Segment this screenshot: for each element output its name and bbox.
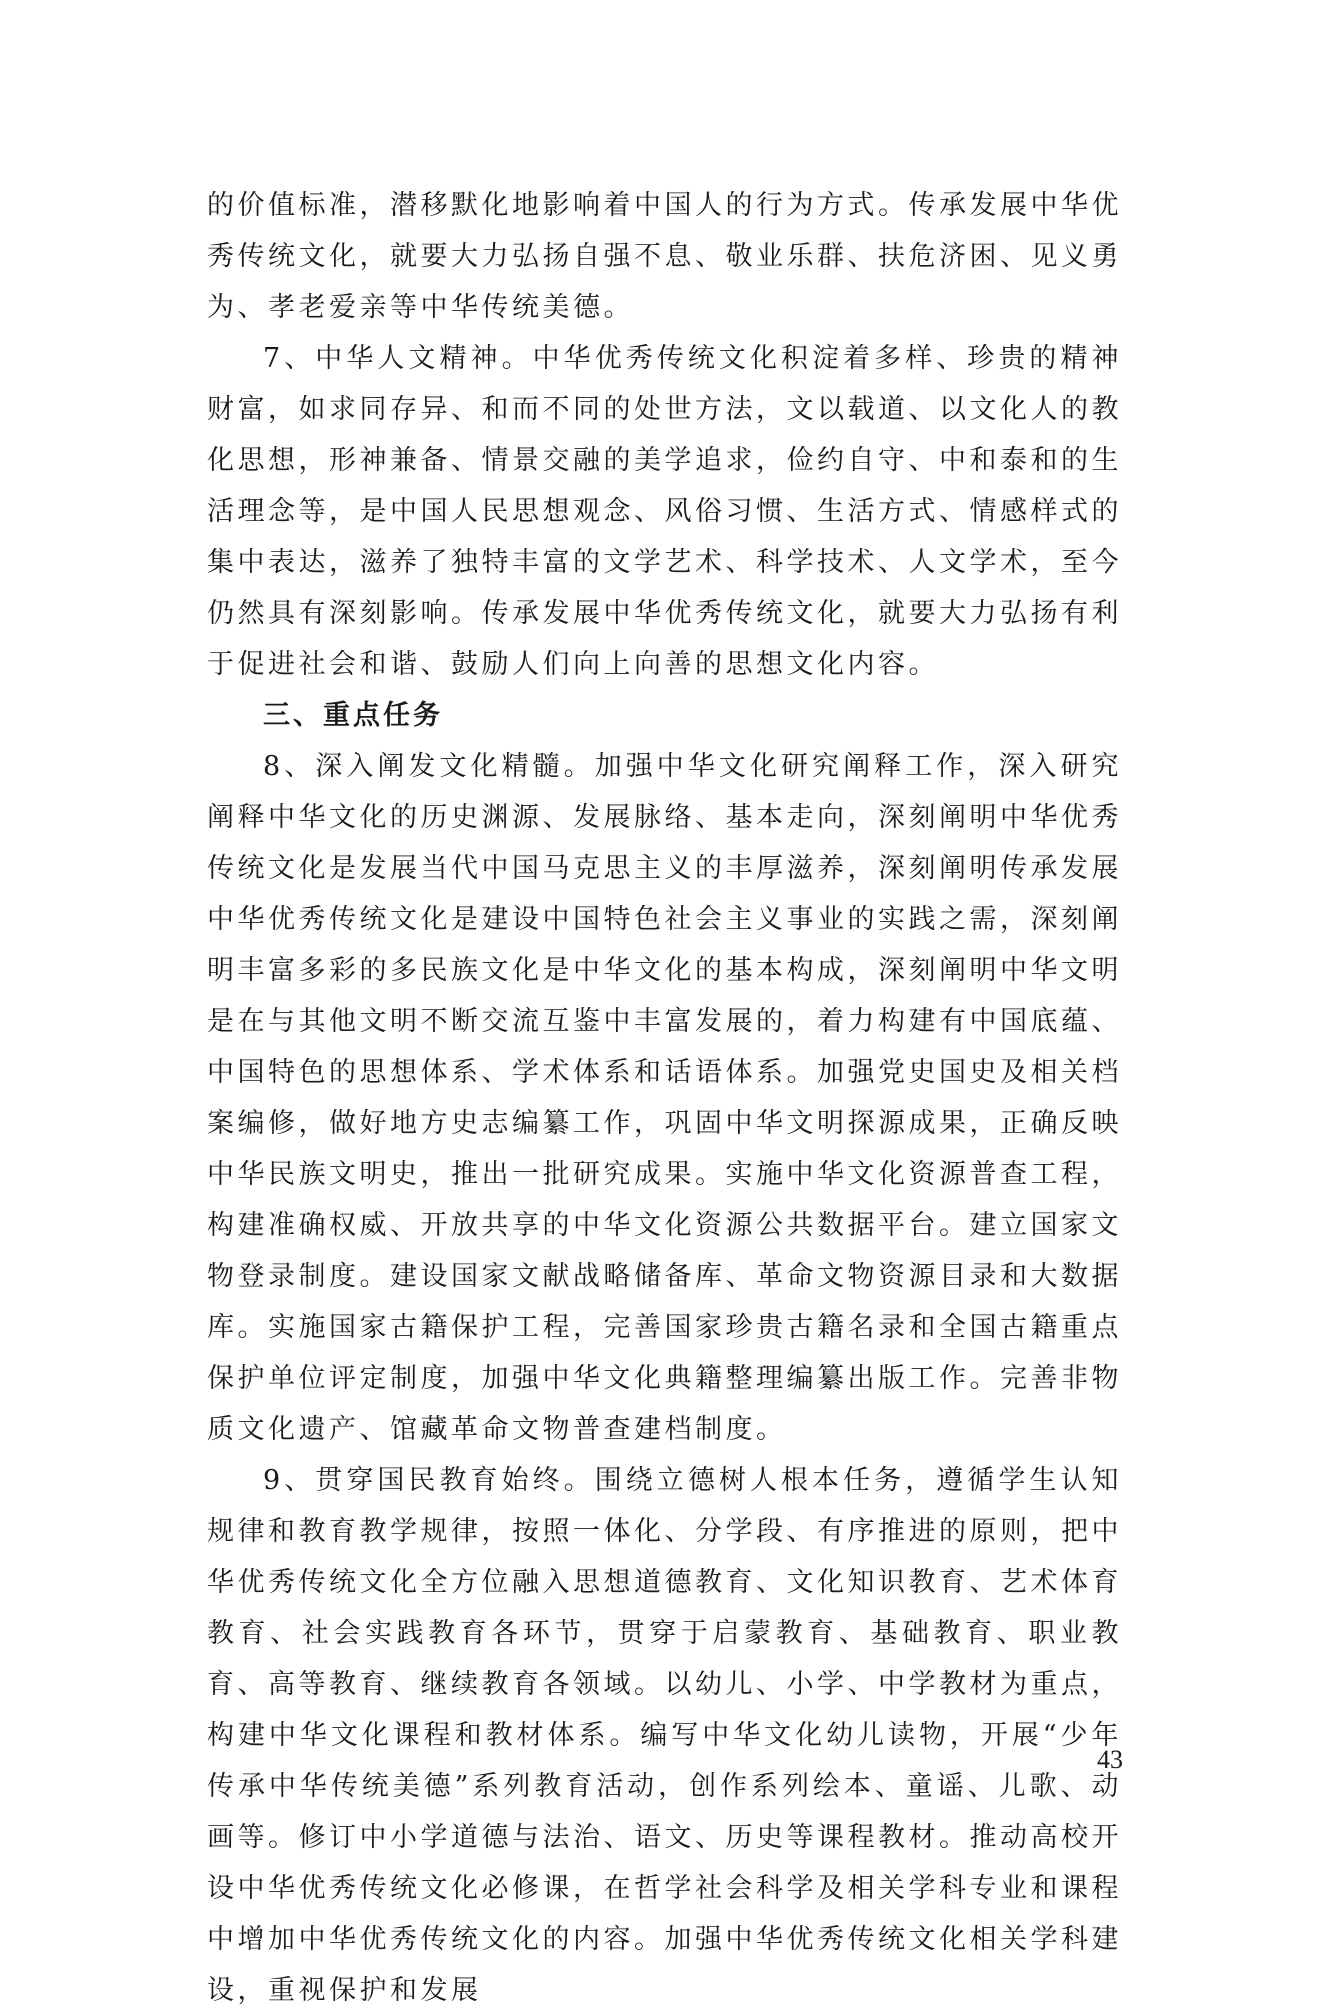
- paragraph-continued-values: 的价值标准，潜移默化地影响着中国人的行为方式。传承发展中华优秀传统文化，就要大力弘扬自强不息、敬业乐群、扶危济困、见义勇为、孝老爱亲等中华传统美德。: [207, 190, 1122, 323]
- paragraph-cultural-essence: 8、深入阐发文化精髓。加强中华文化研究阐释工作，深入研究阐释中华文化的历史渊源、发展脉络、基本走向，深刻阐明中华优秀传统文化是发展当代中国马克思主义的丰厚滋养，深刻阐明传承发展中华优秀传统文化是建设中国特色社会主义事业的实践之需，深刻阐明丰富多彩的多民族文化是中华文化的基本构成，深刻阐明中华文明是在与其他文明不断交流互鉴中丰富发展的，着力构建有中国底蕴、中国特色的思想体系、学术体系和话语体系。加强党史国史及相关档案编修，做好地方史志编纂工作，巩固中华文明探源成果，正确反映中华民族文明史，推出一批研究成果。实施中华文化资源普查工程，构建准确权威、开放共享的中华文化资源公共数据平台。建立国家文物登录制度。建设国家文献战略储备库、革命文物资源目录和大数据库。实施国家古籍保护工程，完善国家珍贵古籍名录和全国古籍重点保护单位评定制度，加强中华文化典籍整理编纂出版工作。完善非物质文化遗产、馆藏革命文物普查建档制度。: [207, 751, 1122, 1445]
- section-heading-key-tasks: 三、重点任务: [263, 700, 443, 731]
- page-number: 43: [1097, 1745, 1123, 1774]
- document-body: [207, 180, 1122, 2016]
- paragraph-humanistic-spirit: 7、中华人文精神。中华优秀传统文化积淀着多样、珍贵的精神财富，如求同存异、和而不同的处世方法，文以载道、以文化人的教化思想，形神兼备、情景交融的美学追求，俭约自守、中和泰和的生活理念等，是中国人民思想观念、风俗习惯、生活方式、情感样式的集中表达，滋养了独特丰富的文学艺术、科学技术、人文学术，至今仍然具有深刻影响。传承发展中华优秀传统文化，就要大力弘扬有利于促进社会和谐、鼓励人们向上向善的思想文化内容。: [207, 343, 1122, 680]
- paragraph-national-education: 9、贯穿国民教育始终。围绕立德树人根本任务，遵循学生认知规律和教育教学规律，按照一体化、分学段、有序推进的原则，把中华优秀传统文化全方位融入思想道德教育、文化知识教育、艺术体育教育、社会实践教育各环节，贯穿于启蒙教育、基础教育、职业教育、高等教育、继续教育各领域。以幼儿、小学、中学教材为重点，构建中华文化课程和教材体系。编写中华文化幼儿读物，开展“少年传承中华传统美德”系列教育活动，创作系列绘本、童谣、儿歌、动画等。修订中小学道德与法治、语文、历史等课程教材。推动高校开设中华优秀传统文化必修课，在哲学社会科学及相关学科专业和课程中增加中华优秀传统文化的内容。加强中华优秀传统文化相关学科建设，重视保护和发展: [207, 1465, 1122, 2006]
